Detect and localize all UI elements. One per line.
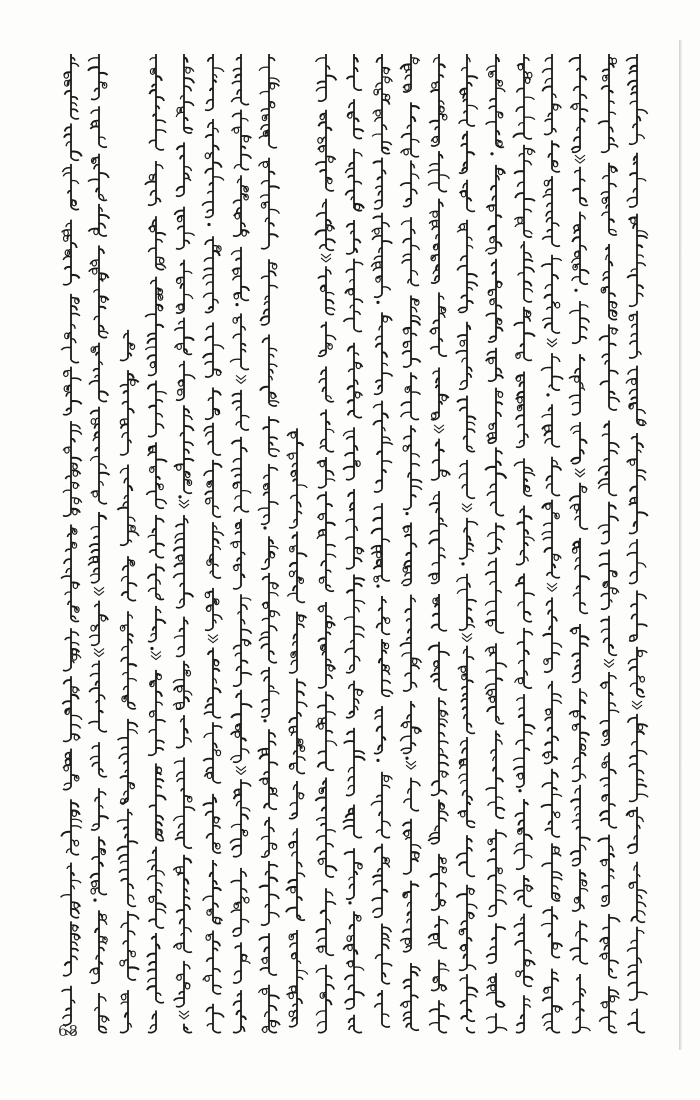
text-column — [86, 50, 112, 1035]
text-column — [256, 50, 282, 1035]
text-column — [539, 50, 565, 1035]
text-column — [171, 50, 197, 1035]
text-column — [143, 50, 169, 1035]
text-column — [567, 50, 593, 1035]
text-column — [284, 50, 310, 1035]
text-column — [228, 50, 254, 1035]
text-column — [369, 50, 395, 1035]
text-column — [624, 50, 650, 1035]
text-column — [454, 50, 480, 1035]
text-column — [511, 50, 537, 1035]
text-column — [115, 50, 141, 1035]
mongolian-text-block — [58, 40, 658, 1040]
page-edge-shadow — [679, 40, 682, 1050]
text-column — [313, 50, 339, 1035]
text-column — [341, 50, 367, 1035]
text-column — [483, 50, 509, 1035]
text-column — [58, 50, 84, 1035]
text-column — [200, 50, 226, 1035]
text-column — [426, 50, 452, 1035]
text-column — [596, 50, 622, 1035]
page-number: 68 — [58, 1022, 80, 1040]
text-column — [398, 50, 424, 1035]
